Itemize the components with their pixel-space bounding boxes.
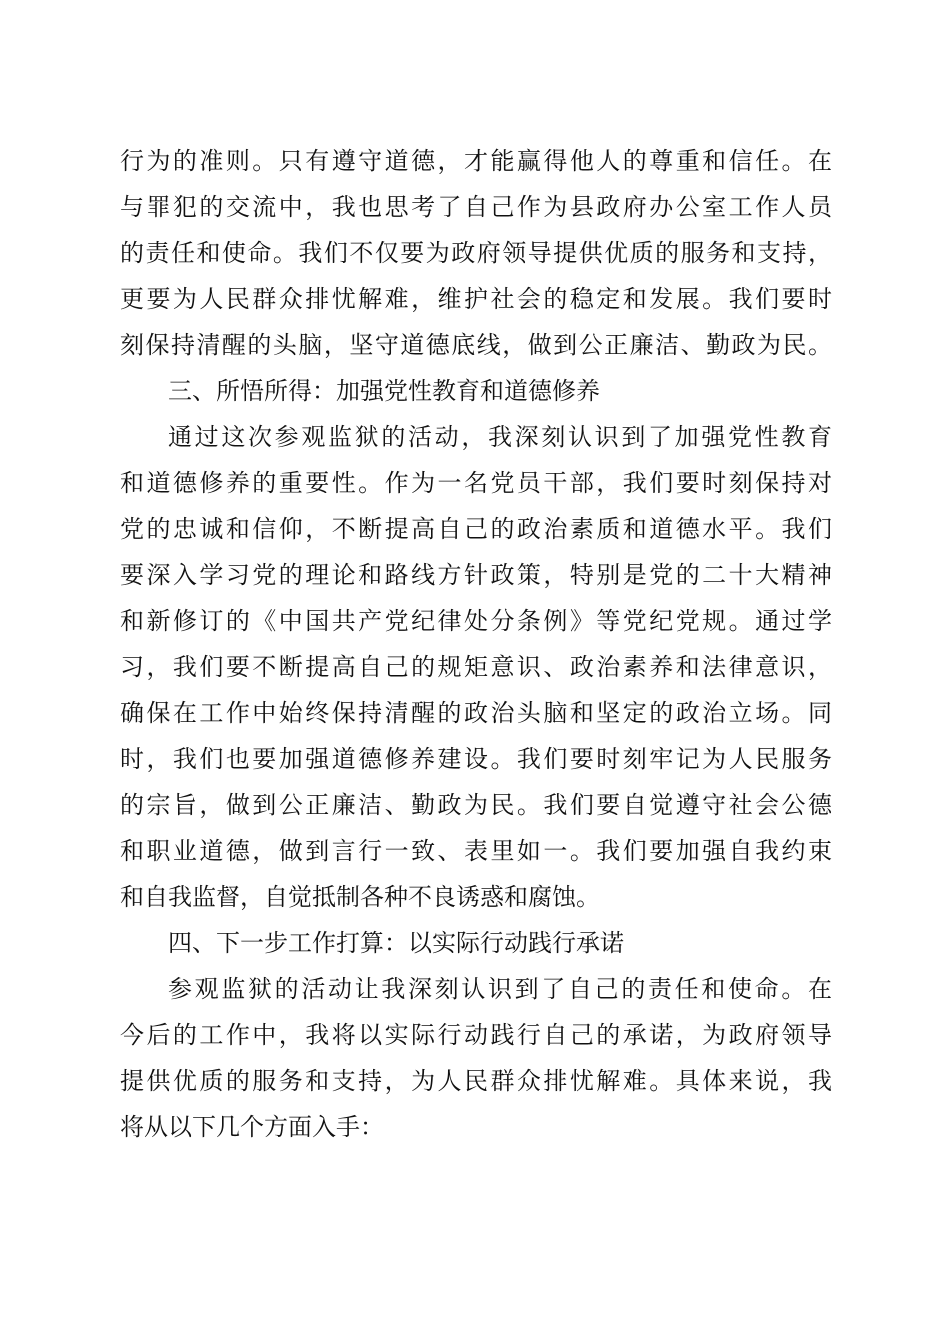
text-line: 通过这次参观监狱的活动，我深刻认识到了加强党性教育 [168, 423, 832, 451]
paragraph-party-education [120, 414, 832, 920]
text-line: 和新修订的《中国共产党纪律处分条例》等党纪党规。通过学 [120, 607, 832, 635]
text-line: 的责任和使命。我们不仅要为政府领导提供优质的服务和支持， [120, 239, 832, 267]
text-line: 确保在工作中始终保持清醒的政治头脑和坚定的政治立场。同 [120, 699, 832, 727]
section-heading-4: 四、下一步工作打算：以实际行动践行承诺 [168, 929, 624, 957]
text-line: 习，我们要不断提高自己的规矩意识、政治素养和法律意识， [120, 653, 832, 681]
text-line: 和道德修养的重要性。作为一名党员干部，我们要时刻保持对 [120, 469, 832, 497]
paragraph-next-steps [120, 966, 832, 1150]
text-line: 行为的准则。只有遵守道德，才能赢得他人的尊重和信任。在 [120, 147, 832, 175]
text-line: 和自我监督，自觉抵制各种不良诱惑和腐蚀。 [120, 883, 600, 911]
text-line: 与罪犯的交流中，我也思考了自己作为县政府办公室工作人员 [120, 193, 832, 221]
text-line: 今后的工作中，我将以实际行动践行自己的承诺，为政府领导 [120, 1021, 832, 1049]
section-heading-3: 三、所悟所得：加强党性教育和道德修养 [168, 377, 600, 405]
document-body [120, 138, 832, 1150]
text-line: 时，我们也要加强道德修养建设。我们要时刻牢记为人民服务 [120, 745, 832, 773]
text-line: 提供优质的服务和支持，为人民群众排忧解难。具体来说，我 [120, 1067, 832, 1095]
text-line: 将从以下几个方面入手： [120, 1113, 384, 1141]
text-line: 更要为人民群众排忧解难，维护社会的稳定和发展。我们要时 [120, 285, 832, 313]
text-line: 刻保持清醒的头脑，坚守道德底线，做到公正廉洁、勤政为民。 [120, 331, 832, 359]
text-line: 和职业道德，做到言行一致、表里如一。我们要加强自我约束 [120, 837, 832, 865]
text-line: 的宗旨，做到公正廉洁、勤政为民。我们要自觉遵守社会公德 [120, 791, 832, 819]
paragraph-continuation [120, 138, 832, 368]
text-line: 参观监狱的活动让我深刻认识到了自己的责任和使命。在 [168, 975, 832, 1003]
text-line: 党的忠诚和信仰，不断提高自己的政治素质和道德水平。我们 [120, 515, 832, 543]
text-line: 要深入学习党的理论和路线方针政策，特别是党的二十大精神 [120, 561, 832, 589]
